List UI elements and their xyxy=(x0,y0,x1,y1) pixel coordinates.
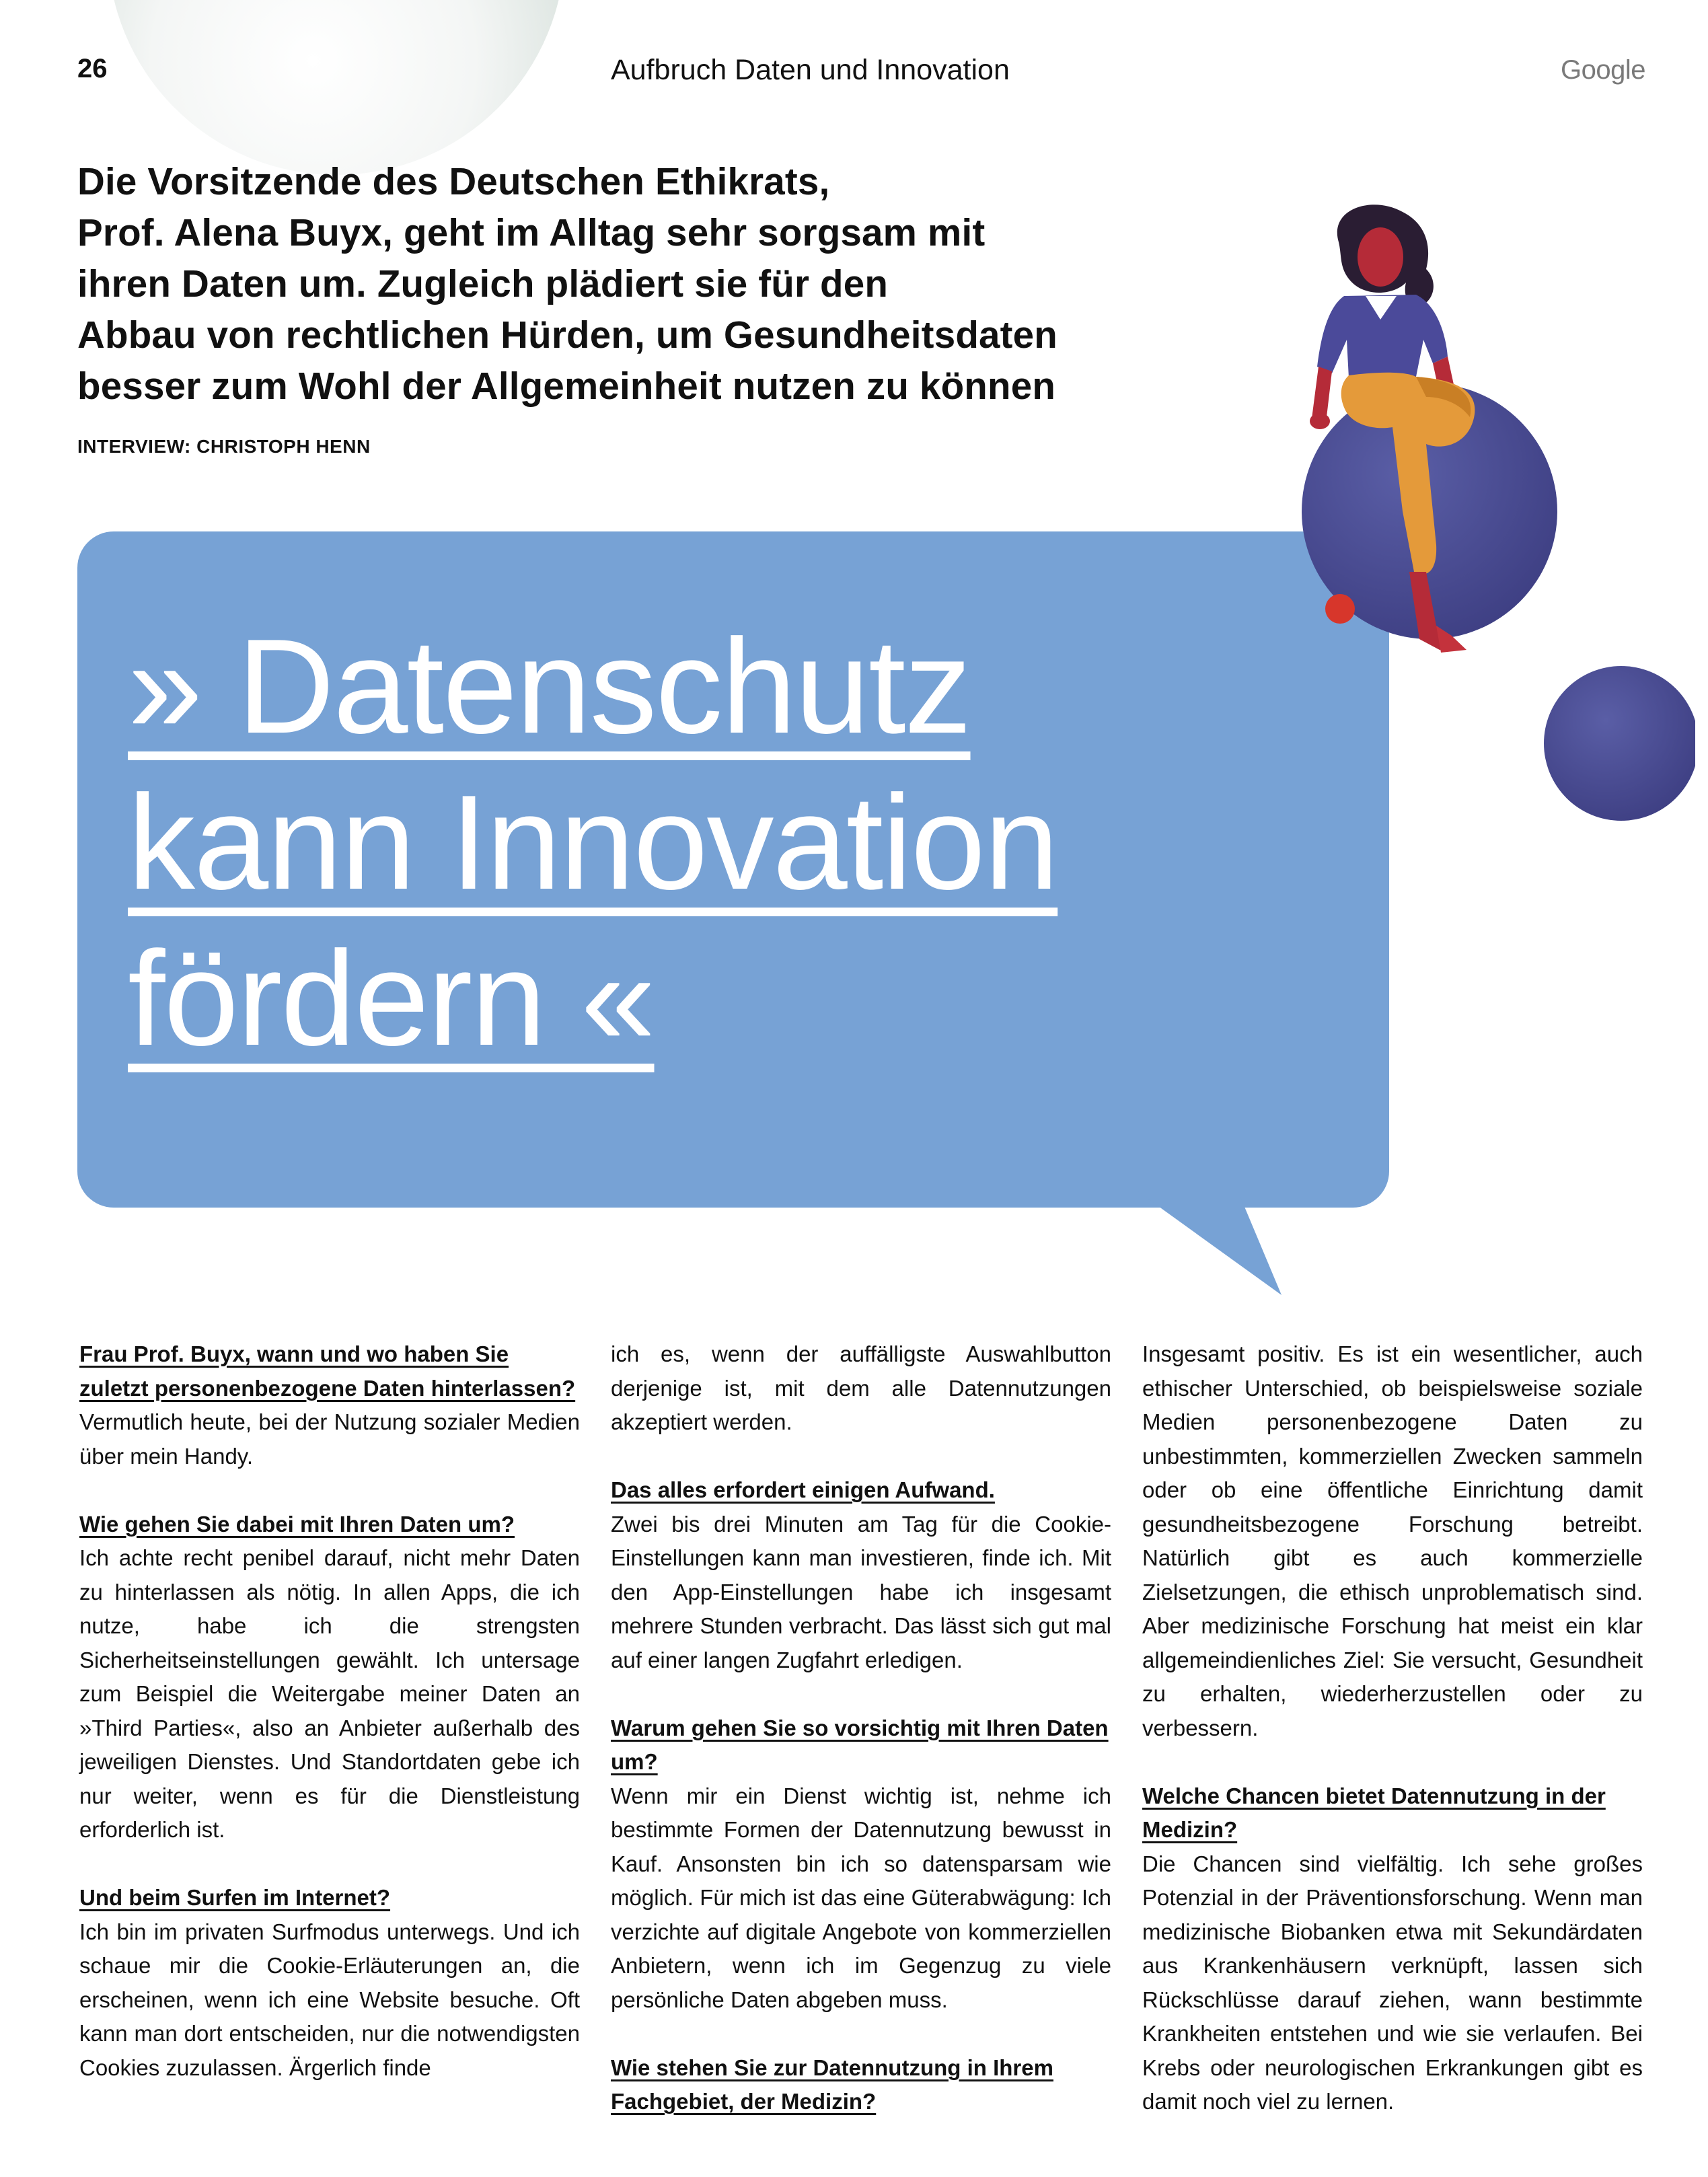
interview-column-1 xyxy=(79,1337,580,2119)
interview-block xyxy=(611,2051,1111,2119)
small-sphere-icon xyxy=(1544,666,1695,821)
lead-line: Abbau von rechtlichen Hürden, um Gesundheitsdaten xyxy=(77,313,1058,356)
interview-answer: Vermutlich heute, bei der Nutzung sozialer Medien über mein Handy. xyxy=(79,1409,580,1469)
interview-block xyxy=(79,1508,580,1847)
interview-block xyxy=(611,1711,1111,2018)
interview-answer: Insgesamt positiv. Es ist ein wesentlicher, auch ethischer Unterschied, ob beispielsweise soziale Medien personenbezogene Daten zu unbestimmten, kommerziellen Zwecken sammeln oder ob eine öffentliche Einrichtung damit gesundheitsbezogene Forschung betreibt. Natürlich gibt es auch kommerzielle Zielsetzungen, die ethisch unproblematisch sind. Aber medizinische Forschung hat meist ein klar allgemeindienliches Ziel: Sie versucht, Gesundheit zu erhalten, wiederherzustellen oder zu verbessern. xyxy=(1142,1341,1643,1740)
interview-answer: Ich bin im privaten Surfmodus unterwegs. Und ich schaue mir die Cookie-Erläuterungen an, die erscheinen, wenn ich eine Website besuche. Oft kann man dort entscheiden, nur die notwendigsten Cookies zuzulassen. Ärgerlich finde xyxy=(79,1919,580,2080)
interview-answer: Zwei bis drei Minuten am Tag für die Cookie-Einstellungen kann man investieren, finde ich. Mit den App-Einstellungen habe ich insgesamt mehrere Stunden verbracht. Das lässt sich gut mal auf einer langen Zugfahrt erledigen. xyxy=(611,1511,1111,1672)
interview-block xyxy=(1142,1779,1643,2119)
interview-block xyxy=(79,1881,580,2085)
interview-question: Frau Prof. Buyx, wann und wo haben Sie zuletzt personenbezogene Daten hinterlassen? xyxy=(79,1341,576,1401)
lead-paragraph xyxy=(77,156,1221,412)
interview-question: Und beim Surfen im Internet? xyxy=(79,1885,391,1910)
red-ball-icon xyxy=(1325,594,1355,624)
lead-line: Prof. Alena Buyx, geht im Alltag sehr sorgsam mit xyxy=(77,211,986,254)
google-logo: Google xyxy=(1561,55,1645,85)
lead-line: ihren Daten um. Zugleich plädiert sie für den xyxy=(77,262,889,305)
interview-question: Das alles erfordert einigen Aufwand. xyxy=(611,1477,995,1502)
interview-block xyxy=(1142,1337,1643,1745)
pull-quote-line: » Datenschutz xyxy=(128,612,971,762)
decorative-sphere xyxy=(108,0,565,175)
interview-block xyxy=(611,1337,1111,1440)
interview-column-2 xyxy=(611,1337,1111,2153)
interview-block xyxy=(611,1473,1111,1677)
pull-quote xyxy=(128,609,1352,1077)
interview-answer: Ich achte recht penibel darauf, nicht mehr Daten zu hinterlassen als nötig. In allen Apps, die ich nutze, habe ich die strengsten Sicherheitseinstellungen gewählt. Ich untersage zum Beispiel die Weitergabe meiner Daten an »Third Parties«, also an Anbieter außerhalb des jeweiligen Dienstes. Und Standortdaten gebe ich nur weiter, wenn es für die Dienstleistung erforderlich ist. xyxy=(79,1545,580,1842)
pull-quote-line: fördern « xyxy=(128,924,655,1074)
interview-question: Warum gehen Sie so vorsichtig mit Ihren Daten um? xyxy=(611,1715,1109,1774)
page-number: 26 xyxy=(77,54,108,83)
running-title: Aufbruch Daten und Innovation xyxy=(611,54,1010,86)
interview-question: Wie gehen Sie dabei mit Ihren Daten um? xyxy=(79,1511,515,1537)
lead-line: besser zum Wohl der Allgemeinheit nutzen zu können xyxy=(77,365,1056,407)
byline: INTERVIEW: CHRISTOPH HENN xyxy=(77,436,371,457)
interview-answer: Die Chancen sind vielfältig. Ich sehe großes Potenzial in der Präventionsforschung. Wenn man medizinische Biobanken etwa mit Sekundärdaten aus Krankenhäusern verknüpft, lassen sich Rückschlüsse darauf ziehen, wann bestimmte Krankheiten entstehen und wie sie verlaufen. Bei Krebs oder neurologischen Erkrankungen gibt es damit noch viel zu lernen. xyxy=(1142,1851,1643,2114)
interview-answer: ich es, wenn der auffälligste Auswahlbutton derjenige ist, mit dem alle Datennutzungen akzeptiert werden. xyxy=(611,1341,1111,1434)
woman-on-sphere-illustration xyxy=(1265,195,1695,848)
interview-column-3 xyxy=(1142,1337,1643,2153)
interview-question: Welche Chancen bietet Datennutzung in der Medizin? xyxy=(1142,1783,1606,1842)
interview-answer: Wenn mir ein Dienst wichtig ist, nehme ich bestimmte Formen der Datennutzung bewusst in Kauf. Ansonsten bin ich so datensparsam wie möglich. Für mich ist das eine Güterabwägung: Ich verzichte auf digitale Angebote von kommerziellen Anbietern, wenn ich im Gegenzug zu viele persönliche Daten abgeben muss. xyxy=(611,1783,1111,2012)
lead-line: Die Vorsitzende des Deutschen Ethikrats, xyxy=(77,160,830,202)
pull-quote-line: kann Innovation xyxy=(128,768,1058,918)
interview-block xyxy=(79,1337,580,1473)
interview-question: Wie stehen Sie zur Datennutzung in Ihrem Fachgebiet, der Medizin? xyxy=(611,2055,1053,2114)
